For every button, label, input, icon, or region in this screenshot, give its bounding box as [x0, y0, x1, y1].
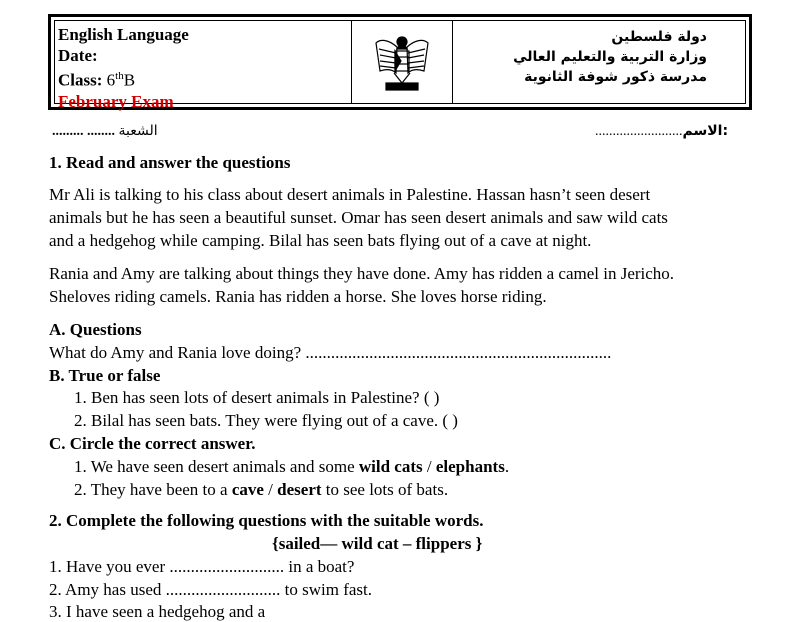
q1a-title: A. Questions [49, 320, 142, 339]
header-left-cell [55, 21, 352, 111]
q1b-item-2[interactable]: 2. Bilal has seen bats. They were flying out of a cave. ( ) [74, 411, 458, 430]
section-label: الشعبة [118, 123, 158, 139]
date-label: Date: [58, 46, 98, 65]
q1-para2-line2: Sheloves riding camels. Rania has ridden a horse. She loves horse riding. [49, 287, 547, 306]
name-field[interactable] [595, 123, 728, 140]
ar-school-name: مدرسة ذكور شوفة الثانوية [524, 69, 707, 85]
section-dots: ......... ........ [52, 124, 115, 139]
name-label: الاسم: [682, 123, 729, 139]
q1c-item-2-post: to see lots of bats. [321, 480, 449, 499]
q1c-title: C. Circle the correct answer. [49, 434, 256, 453]
class-label [58, 66, 351, 91]
ar-state-name: دولة فلسطين [611, 29, 707, 45]
q1c-item-1-sep: / [422, 457, 436, 476]
q1a-question [49, 343, 611, 363]
class-num: 6 [106, 70, 116, 90]
q1c-option-desert[interactable]: desert [277, 480, 322, 499]
q1b-title: B. True or false [49, 366, 161, 385]
ar-ministry-name: وزارة التربية والتعليم العالي [513, 49, 707, 65]
q1-para1-line2: animals but he has seen a beautiful sunset. Omar has seen desert animals and saw wild cats [49, 208, 668, 227]
q1-para1-line3: and a hedgehog while camping. Bilal has seen bats flying out of a cave at night. [49, 231, 592, 250]
header-emblem-cell [352, 21, 453, 103]
subject-label: English Language [58, 25, 189, 44]
q1c-option-cave[interactable]: cave [231, 480, 264, 499]
exam-header [48, 14, 752, 110]
class-text: Class: [58, 70, 103, 90]
exam-header-inner [54, 20, 746, 111]
q2-item-2[interactable]: 2. Amy has used ........................... to swim fast. [49, 580, 372, 599]
q1a-answer-blank[interactable]: ........................................................................ [305, 343, 612, 362]
q1-para1-line1: Mr Ali is talking to his class about desert animals in Palestine. Hassan hasn’t seen desert [49, 185, 651, 204]
q1a-question-text: What do Amy and Rania love doing? [49, 343, 302, 362]
q1c-item-1-pre: 1. We have seen desert animals and some [74, 457, 359, 476]
q1c-option-elephants[interactable]: elephants [435, 457, 505, 476]
q1c-item-1 [74, 457, 509, 477]
q1b-item-1[interactable]: 1. Ben has seen lots of desert animals in Palestine? ( ) [74, 388, 440, 407]
q1c-item-1-post: . [504, 457, 510, 476]
header-right-cell [453, 21, 745, 103]
name-dots: ......................... [595, 124, 683, 139]
q1c-item-2-sep: / [263, 480, 278, 499]
q2-word-bank: {sailed— wild cat – flippers } [272, 534, 483, 553]
q2-item-1[interactable]: 1. Have you ever ........................... in a boat? [49, 557, 355, 576]
q1-para2-line1: Rania and Amy are talking about things they have done. Amy has ridden a camel in Jericho. [49, 264, 675, 283]
q2-title: 2. Complete the following questions with the suitable words. [49, 511, 484, 530]
q1c-item-2 [74, 480, 448, 500]
q1c-item-2-pre: 2. They have been to a [74, 480, 232, 499]
class-letter: B [123, 70, 136, 90]
palestine-eagle-emblem-icon [374, 31, 430, 93]
class-sup: th [115, 70, 124, 82]
section-field[interactable] [52, 123, 158, 140]
exam-title: February Exam [58, 91, 174, 111]
q2-item-3[interactable]: 3. I have seen a hedgehog and a [49, 602, 266, 621]
q1-title: 1. Read and answer the questions [49, 153, 291, 172]
q1c-option-wild-cats[interactable]: wild cats [358, 457, 423, 476]
